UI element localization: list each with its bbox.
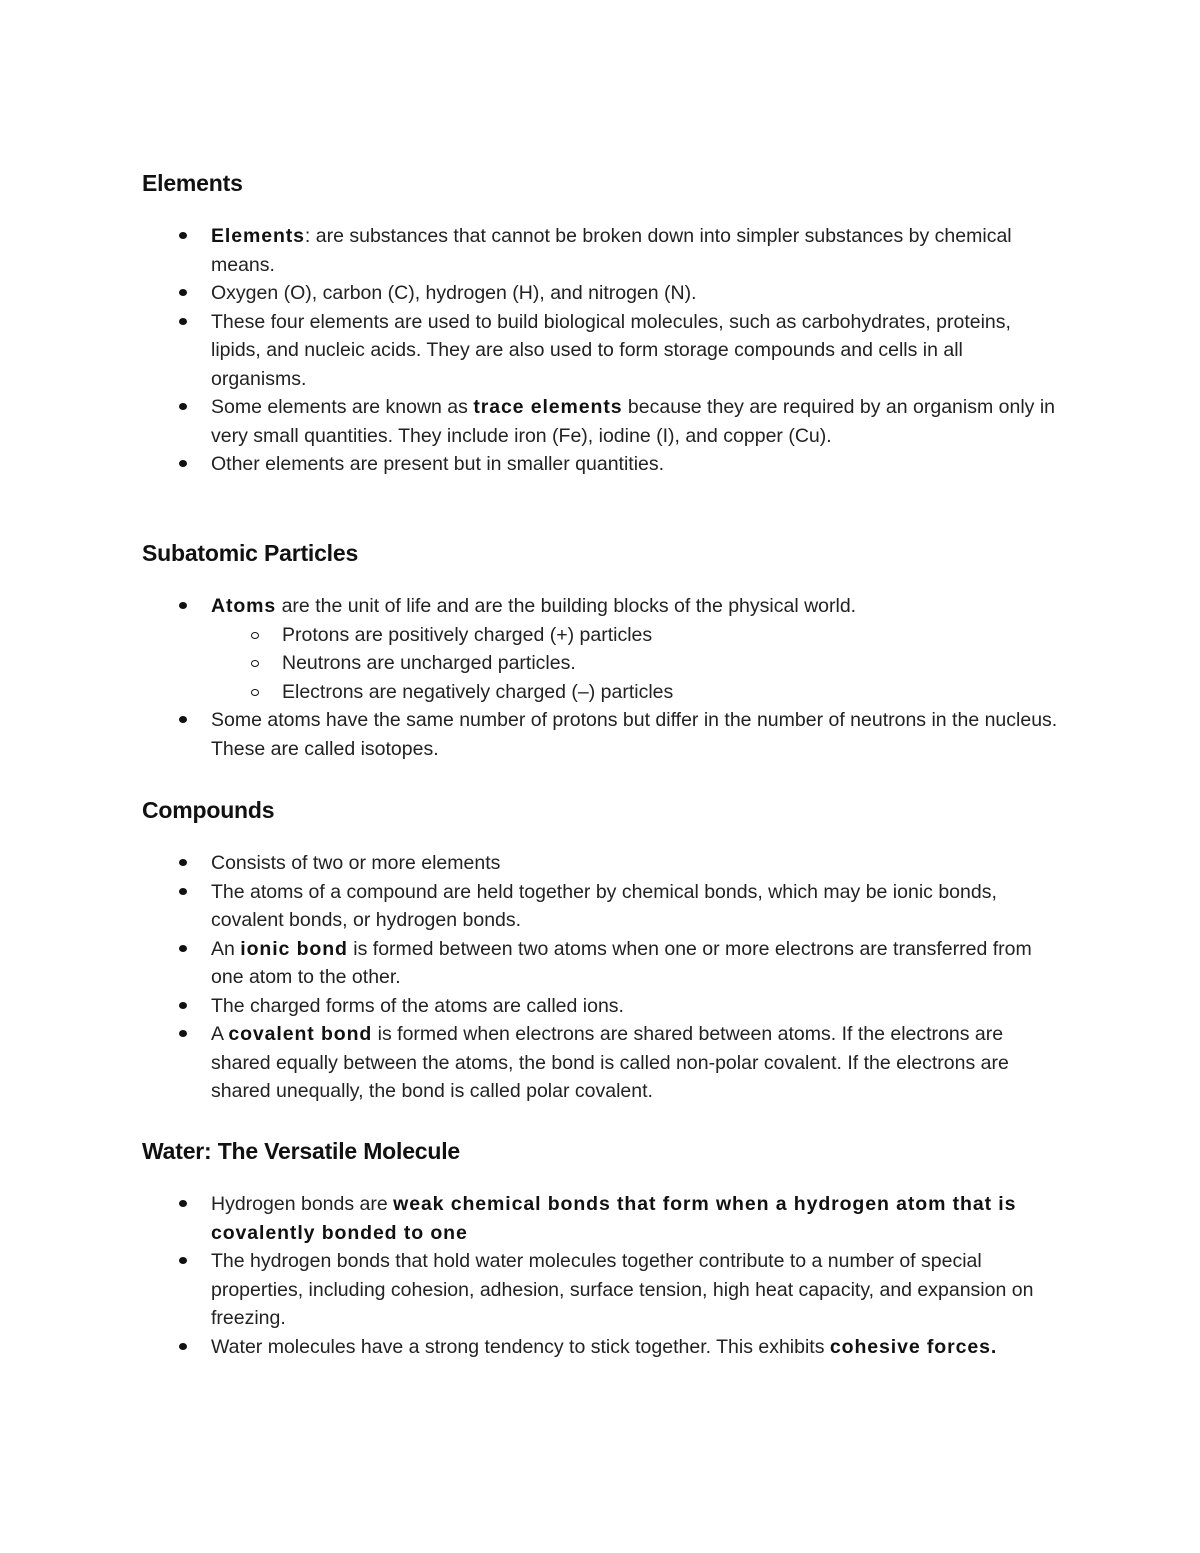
sub-list [211, 621, 1062, 707]
list-item [142, 935, 1062, 992]
bold-term: ionic bond [240, 937, 348, 960]
list-item [142, 878, 1062, 935]
bullet-icon [179, 1200, 187, 1207]
bullet-icon [179, 1002, 187, 1009]
list-item [142, 308, 1062, 394]
bullet-list [142, 1190, 1062, 1361]
list-item [142, 1247, 1062, 1333]
sub-item-text: Neutrons are uncharged particles. [282, 652, 576, 674]
bullet-icon [179, 859, 187, 866]
section-heading: Subatomic Particles [142, 540, 359, 566]
list-item [142, 450, 1062, 479]
bullet-icon [179, 1257, 187, 1264]
bold-term: covalent bond [228, 1023, 373, 1045]
bullet-icon [179, 945, 187, 952]
bold-term: weak chemical bonds that form when a hydrogen atom that is covalently bonded to one [211, 1193, 1017, 1244]
item-text: Other elements are present but in smaller quantities. [211, 453, 665, 475]
sub-item-text: Electrons are negatively charged (–) particles [282, 680, 674, 703]
section-elements [142, 168, 1062, 479]
item-text: Oxygen (O), carbon (C), hydrogen (H), and nitrogen (N). [211, 282, 697, 304]
item-text: The hydrogen bonds that hold water molecules together contribute to a number of special properties, including cohesion, adhesion, surface tension, high heat capacity, and expansion on freezing. [211, 1250, 1034, 1329]
item-text: : are substances that cannot be broken down into simpler substances by chemical means. [211, 225, 1012, 276]
item-text: Water molecules have a strong tendency to stick together. This exhibits [211, 1335, 830, 1358]
bullet-icon [179, 403, 187, 410]
list-item [142, 849, 1062, 878]
bullet-icon [179, 1030, 187, 1037]
sub-item-text: Protons are positively charged (+) particles [282, 623, 653, 646]
bold-term: cohesive forces. [829, 1335, 998, 1358]
item-text: Some atoms have the same number of protons but differ in the number of neutrons in the nucleus. These are called isotopes. [211, 709, 1058, 760]
item-text: Some elements are known as [211, 396, 474, 418]
item-text: The charged forms of the atoms are called ions. [211, 994, 624, 1017]
item-text: The atoms of a compound are held together by chemical bonds, which may be ionic bonds, covalent bonds, or hydrogen bonds. [211, 880, 997, 931]
bold-term: trace elements [473, 396, 623, 418]
bullet-icon [179, 716, 187, 723]
section-water [142, 1136, 1062, 1361]
bold-term: Atoms [211, 595, 277, 617]
hollow-bullet-icon [251, 689, 259, 696]
item-text: An [211, 937, 241, 960]
bullet-list [142, 592, 1062, 763]
item-text: These four elements are used to build biological molecules, such as carbohydrates, proteins, lipids, and nucleic acids. They are also used to form storage compounds and cells in all organisms. [211, 310, 1011, 390]
bold-term: Elements [211, 225, 305, 247]
list-item [142, 222, 1062, 279]
section-heading: Elements [142, 170, 243, 196]
bullet-icon [179, 1343, 187, 1350]
bullet-list [142, 222, 1062, 479]
list-item [142, 1020, 1062, 1106]
bullet-icon [179, 232, 187, 239]
item-text: is formed when electrons are shared between atoms. If the electrons are shared equally between the atoms, the bond is called non-polar covalent. If the electrons are shared unequally, the bond is called polar covalent. [211, 1023, 1009, 1102]
bullet-icon [179, 602, 187, 609]
sub-list-item [142, 621, 1062, 650]
item-text: is formed between two atoms when one or more electrons are transferred from one atom to the other. [211, 937, 1032, 988]
list-item [142, 1333, 1062, 1362]
item-text: are the unit of life and are the building blocks of the physical world. [276, 595, 857, 617]
sub-list-item [142, 649, 1062, 678]
list-item [142, 279, 1062, 308]
bullet-icon [179, 318, 187, 325]
item-text: Consists of two or more elements [211, 852, 501, 874]
hollow-bullet-icon [251, 660, 259, 667]
section-compounds [142, 795, 1062, 1106]
bullet-icon [179, 888, 187, 895]
sub-list-item [142, 678, 1062, 707]
list-item [142, 592, 1062, 706]
bullet-list [142, 849, 1062, 1106]
list-item [142, 1190, 1062, 1247]
section-heading: Compounds [142, 797, 275, 823]
list-item [142, 706, 1062, 763]
hollow-bullet-icon [251, 632, 259, 639]
bullet-icon [179, 460, 187, 467]
list-item [142, 393, 1062, 450]
bullet-icon [179, 289, 187, 296]
section-heading: Water: The Versatile Molecule [142, 1138, 461, 1164]
item-text: A [211, 1023, 229, 1045]
list-item [142, 992, 1062, 1021]
item-text: Hydrogen bonds are [211, 1193, 394, 1215]
item-text: because they are required by an organism only in very small quantities. They include iron (Fe), iodine (I), and copper (Cu). [211, 396, 1056, 447]
section-subatomic-particles [142, 538, 1062, 763]
